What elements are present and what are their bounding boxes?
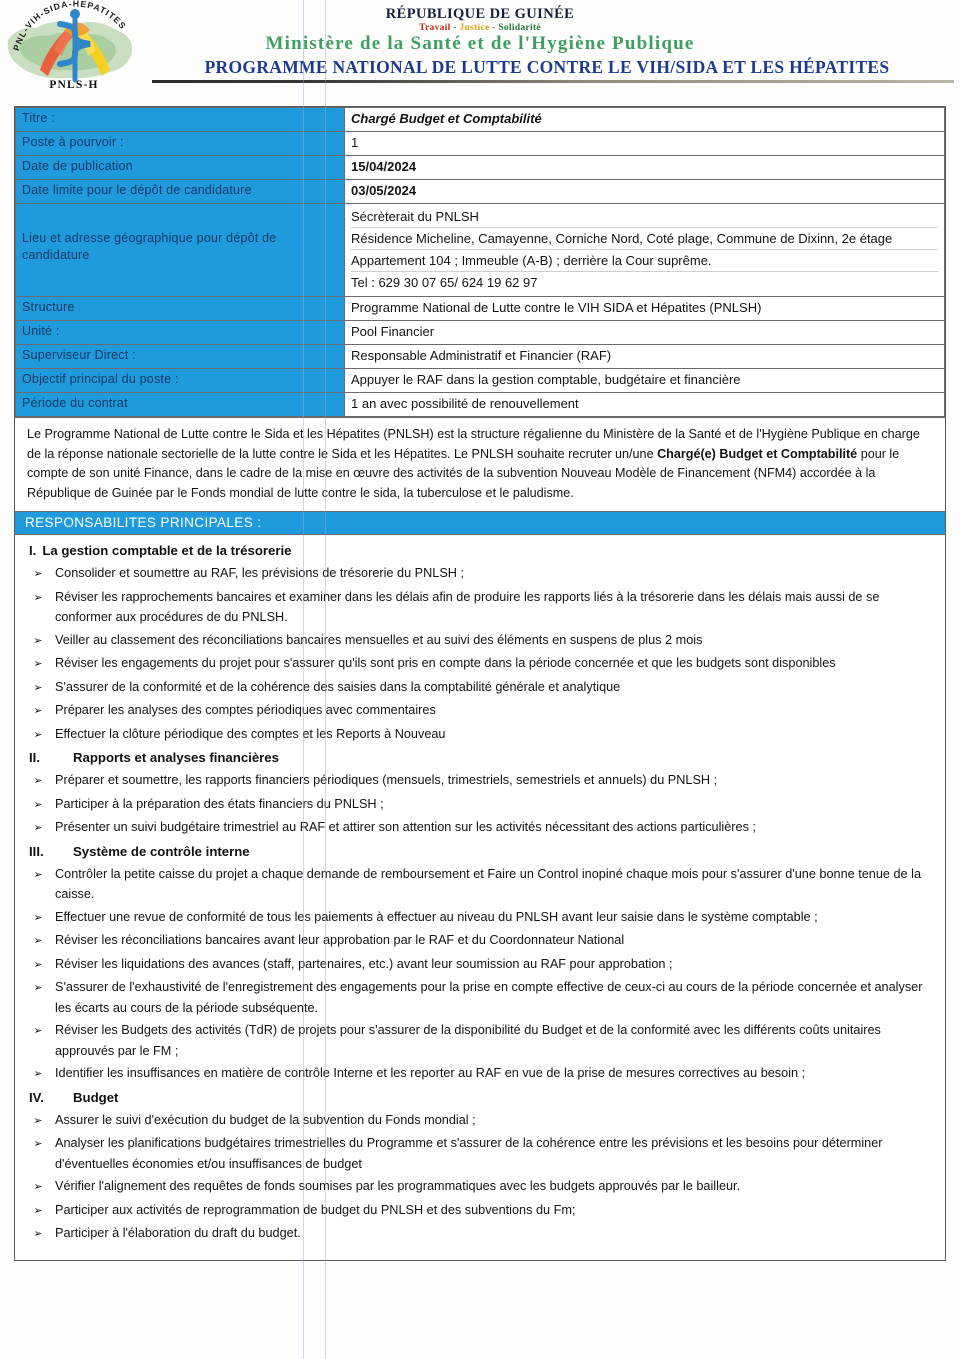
motto-travail: Travail [419,23,451,33]
list-item [21,586,935,629]
republic-motto [0,23,960,33]
arrow-bullet-icon: ➢ [33,981,43,994]
section-title: Système de contrôle interne [73,843,250,859]
list-item-text: Vérifier l'alignement des requêtes de fonds soumises par les programmatiques avec les budgets approuvés par le bailleur. [55,1179,741,1193]
info-label-cell: Superviseur Direct : [16,345,345,369]
list-item-text: Analyser les planifications budgétaires trimestrielles du Programme et s'assurer de la cohérence entre les prévisions et les besoins pour déterminer d'éventuelles économies et/ou insuffisances de budget [55,1136,883,1171]
info-value-cell: Appuyer le RAF dans la gestion comptable, budgétaire et financière [345,369,945,393]
list-item-text: Participer à la préparation des états financiers du PNLSH ; [55,796,384,811]
list-item [21,929,935,953]
list-item [21,1222,935,1246]
list-item [21,816,935,840]
info-value-cell: Chargé Budget et Comptabilité [345,108,945,132]
section-title: La gestion comptable et de la trésorerie [42,543,292,558]
list-item [21,976,935,1019]
list-item-text: Réviser les liquidations des avances (staff, partenaires, etc.) avant leur soumission au RAF pour approbation ; [55,956,673,971]
header-rule [152,80,954,83]
list-item-text: Réviser les réconciliations bancaires avant leur approbation par le RAF et du Coordonnateur National [55,933,625,947]
responsibility-section-heading [21,840,935,863]
arrow-bullet-icon: ➢ [33,797,43,811]
arrow-bullet-icon: ➢ [33,957,43,971]
list-item [21,863,935,906]
arrow-bullet-icon: ➢ [33,934,43,947]
arrow-bullet-icon: ➢ [33,567,43,580]
job-info-table-body [16,108,945,417]
document-header [0,0,960,92]
arrow-bullet-icon: ➢ [33,1227,43,1240]
responsibilities-sections [15,535,945,1260]
list-item [21,906,935,930]
section-number: II. [29,750,40,765]
list-item-text: Effectuer la clôture périodique des comptes et les Reports à Nouveau [55,726,446,741]
job-info-table [15,107,945,417]
list-item [21,723,935,747]
list-item-text: Participer aux activités de reprogrammation de budget du PNLSH et des subventions du Fm; [55,1202,576,1217]
list-item [21,1019,935,1062]
list-item-text: Assurer le suivi d'exécution du budget de la subvention du Fonds mondial ; [55,1112,476,1127]
list-item [21,953,935,977]
list-item [21,652,935,676]
section-number: IV. [29,1089,44,1105]
info-label-cell: Structure [16,297,345,321]
table-row [16,108,945,132]
table-row [16,156,945,180]
responsibility-section-heading [21,1086,935,1109]
table-row [16,393,945,417]
info-value-line: Appartement 104 ; Immeuble (A-B) ; derrière la Cour suprême. [351,249,938,271]
motto-justice: Justice [459,23,490,33]
list-item-text: Présenter un suivi budgétaire trimestriel au RAF et attirer son attention sur les activités nécessitant des actions particulières ; [55,820,756,834]
list-item-text: S'assurer de l'exhaustivité de l'enregistrement des engagements pour la prise en compte effective de ceux-ci au cours de la période concernée et analyser les écarts au cours de la période subséquente. [55,980,923,1015]
programme-title: PROGRAMME NATIONAL DE LUTTE CONTRE LE VIH/SIDA ET LES HÉPATITES [204,57,890,77]
list-item [21,699,935,723]
svg-text:PNLS-H: PNLS-H [49,79,99,91]
list-item-text: Effectuer une revue de conformité de tous les paiements à effectuer au niveau du PNLSH avant leur saisie dans le système comptable ; [55,909,818,924]
info-value-cell: 1 [345,132,945,156]
info-value-cell: 1 an avec possibilité de renouvellement [345,393,945,417]
document-body-frame [14,106,946,1261]
list-item-text: S'assurer de la conformité et de la cohérence des saisies dans la comptabilité générale et analytique [55,679,621,694]
list-item-text: Identifier les insuffisances en matière de contrôle Interne et les reporter au RAF en vue de la prise de mesures correctives au besoin ; [55,1066,806,1080]
republic-title: RÉPUBLIQUE DE GUINÉE [385,6,575,22]
info-label-cell: Période du contrat [16,393,345,417]
list-item [21,1199,935,1223]
list-item [21,793,935,817]
table-row [16,204,945,297]
info-value-cell: Programme National de Lutte contre le VIH SIDA et Hépatites (PNLSH) [345,297,945,321]
table-row [16,180,945,204]
svg-text:PNL-VIH-SIDA-HEPATITES: PNL-VIH-SIDA-HEPATITES [11,0,129,52]
list-item-text: Veiller au classement des réconciliations bancaires mensuelles et au suivi des éléments en suspens de plus 2 mois [55,632,703,647]
list-item [21,562,935,586]
arrow-bullet-icon: ➢ [33,727,43,741]
arrow-bullet-icon: ➢ [33,657,43,670]
list-item-text: Contrôler la petite caisse du projet a chaque demande de remboursement et Faire un Control inopiné chaque mois pour s'assurer d'une bonne tenue de la caisse. [55,866,922,901]
arrow-bullet-icon: ➢ [33,633,43,647]
intro-text-part1: Le Programme National de Lutte contre le Sida et les Hépatites (PNLSH) est la structure régalienne du Ministère de la Santé et de l'Hygiène Publique en charge de la réponse nationale sectorielle de la lutte contre le Sida et les Hépatites. Le PNLSH souhaite recruter un/une [27,427,920,461]
table-row [16,369,945,393]
arrow-bullet-icon: ➢ [33,1113,43,1127]
info-label-cell: Objectif principal du poste : [16,369,345,393]
arrow-bullet-icon: ➢ [33,910,43,924]
arrow-bullet-icon: ➢ [33,1203,43,1217]
responsibility-bullet-list [21,1109,935,1246]
ministry-title: Ministère de la Santé et de l'Hygiène Publique [265,33,695,54]
responsibility-section-heading [21,539,935,562]
info-value-cell [345,204,945,297]
responsibility-bullet-list [21,769,935,840]
info-value-cell: 15/04/2024 [345,156,945,180]
arrow-bullet-icon: ➢ [33,1067,43,1080]
section-number: III. [29,843,44,859]
arrow-bullet-icon: ➢ [33,867,43,881]
list-item [21,1132,935,1175]
list-item-text: Préparer les analyses des comptes périodiques avec commentaires [55,703,436,717]
intro-job-title-bold: Chargé(e) Budget et Comptabilité [657,446,858,461]
motto-solidarite: Solidarité [498,23,541,33]
list-item-text: Réviser les Budgets des activités (TdR) de projets pour s'assurer de la disponibilité du Budget et de la conformité avec les différents coûts unitaires approuvés par le FM ; [55,1023,881,1058]
list-item [21,1062,935,1086]
info-value-cell: 03/05/2024 [345,180,945,204]
table-row [16,297,945,321]
list-item-text: Préparer et soumettre, les rapports financiers périodiques (mensuels, trimestriels, semestriels et annuels) du PNLSH ; [55,773,718,787]
info-label-cell: Date de publication [16,156,345,180]
arrow-bullet-icon: ➢ [33,704,43,717]
list-item [21,629,935,653]
info-label-cell: Lieu et adresse géographique pour dépôt de candidature [16,204,345,297]
arrow-bullet-icon: ➢ [33,821,43,834]
arrow-bullet-icon: ➢ [33,1137,43,1150]
info-label-cell: Titre : [16,108,345,132]
arrow-bullet-icon: ➢ [33,774,43,787]
info-value-line: Résidence Micheline, Camayenne, Corniche Nord, Coté plage, Commune de Dixinn, 2e étage [351,227,938,249]
list-item [21,1109,935,1133]
responsibility-bullet-list [21,863,935,1086]
list-item-text: Réviser les rapprochements bancaires et examiner dans les délais afin de produire les rapports liés à la trésorerie dans les délais mais aussi de se conformer aux procédures de du PNLSH. [55,589,880,624]
info-value-cell: Pool Financier [345,321,945,345]
motto-separator-2: - [492,23,496,33]
info-label-cell: Unité : [16,321,345,345]
info-label-cell: Poste à pourvoir : [16,132,345,156]
list-item [21,1175,935,1199]
section-title: Budget [73,1089,119,1105]
info-value-cell: Responsable Administratif et Financier (RAF) [345,345,945,369]
list-item-text: Consolider et soumettre au RAF, les prévisions de trésorerie du PNLSH ; [55,566,465,580]
info-value-line: Sécrèterait du PNLSH [351,209,479,224]
info-label-cell: Date limite pour le dépôt de candidature [16,180,345,204]
table-row [16,132,945,156]
responsibility-section-heading [21,746,935,769]
list-item [21,769,935,793]
arrow-bullet-icon: ➢ [33,590,43,604]
table-row [16,321,945,345]
motto-separator-1: - [453,23,457,33]
section-number: I. [29,543,37,558]
responsibilities-banner: RESPONSABILITES PRINCIPALES : [15,511,945,535]
list-item-text: Participer à l'élaboration du draft du budget. [55,1226,301,1240]
list-item-text: Réviser les engagements du projet pour s'assurer qu'ils sont pris en compte dans la période concernée et que les budgets sont disponibles [55,656,836,670]
section-title: Rapports et analyses financières [73,750,279,765]
table-row [16,345,945,369]
responsibility-bullet-list [21,562,935,746]
list-item [21,676,935,700]
intro-paragraph [15,417,945,511]
arrow-bullet-icon: ➢ [33,1180,43,1193]
info-value-line: Tel : 629 30 07 65/ 624 19 62 97 [351,271,938,293]
intro-text-part2: pour le compte de son unité Finance, dans le cadre de la mise en œuvre des activités de la subvention Nouveau Modèle de Financement (NFM4) accordée à la République de Guinée par le Fonds mondial de lutte contre le sida, la tuberculose et le paludisme. [27,446,900,500]
arrow-bullet-icon: ➢ [33,680,43,694]
arrow-bullet-icon: ➢ [33,1024,43,1037]
